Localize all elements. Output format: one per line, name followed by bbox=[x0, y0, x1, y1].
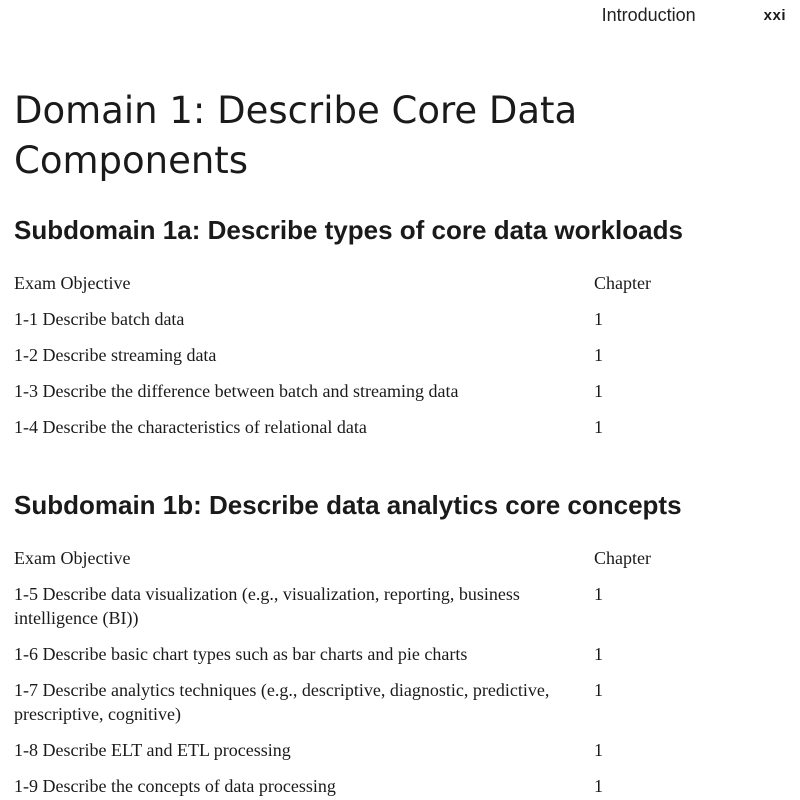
chapter-number: 1 bbox=[594, 680, 603, 700]
table-row bbox=[14, 678, 714, 726]
objective-text: 1-3 Describe the difference between batch and streaming data bbox=[14, 381, 459, 401]
objectives-table-1b bbox=[14, 546, 714, 798]
chapter-number: 1 bbox=[594, 309, 603, 329]
domain-title: Domain 1: Describe Core Data Components bbox=[14, 89, 578, 182]
table-row bbox=[14, 582, 714, 630]
col-header-objective: Exam Objective bbox=[14, 273, 131, 293]
table-row bbox=[14, 774, 714, 798]
objective-text: 1-2 Describe streaming data bbox=[14, 345, 217, 365]
objective-text: 1-8 Describe ELT and ETL processing bbox=[14, 740, 291, 760]
objective-text: 1-9 Describe the concepts of data processing bbox=[14, 776, 336, 796]
objective-text: 1-6 Describe basic chart types such as bar charts and pie charts bbox=[14, 644, 468, 664]
objective-text: 1-4 Describe the characteristics of relational data bbox=[14, 417, 367, 437]
chapter-number: 1 bbox=[594, 417, 603, 437]
chapter-number: 1 bbox=[594, 740, 603, 760]
subdomain-1a-heading: Subdomain 1a: Describe types of core data workloads bbox=[14, 215, 683, 245]
table-row bbox=[14, 343, 714, 367]
objective-text: 1-7 Describe analytics techniques (e.g., descriptive, diagnostic, predictive, prescriptive, cognitive) bbox=[14, 680, 550, 724]
chapter-number: 1 bbox=[594, 381, 603, 401]
table-row bbox=[14, 307, 714, 331]
objective-text: 1-1 Describe batch data bbox=[14, 309, 185, 329]
table-header-row bbox=[14, 546, 714, 570]
subdomain-1b-heading: Subdomain 1b: Describe data analytics core concepts bbox=[14, 490, 682, 520]
chapter-number: 1 bbox=[594, 584, 603, 604]
table-row bbox=[14, 415, 714, 439]
col-header-chapter: Chapter bbox=[594, 273, 651, 293]
col-header-chapter: Chapter bbox=[594, 548, 651, 568]
table-header-row bbox=[14, 271, 714, 295]
col-header-objective: Exam Objective bbox=[14, 548, 131, 568]
chapter-number: 1 bbox=[594, 644, 603, 664]
running-header bbox=[602, 4, 786, 26]
objectives-table-1a bbox=[14, 271, 714, 439]
objective-text: 1-5 Describe data visualization (e.g., visualization, reporting, business intelligence (BI)) bbox=[14, 584, 520, 628]
running-header-section: Introduction bbox=[601, 4, 696, 25]
chapter-number: 1 bbox=[594, 345, 603, 365]
page-number: xxi bbox=[763, 6, 786, 24]
table-row bbox=[14, 379, 714, 403]
table-row bbox=[14, 738, 714, 762]
table-row bbox=[14, 642, 714, 666]
chapter-number: 1 bbox=[594, 776, 603, 796]
